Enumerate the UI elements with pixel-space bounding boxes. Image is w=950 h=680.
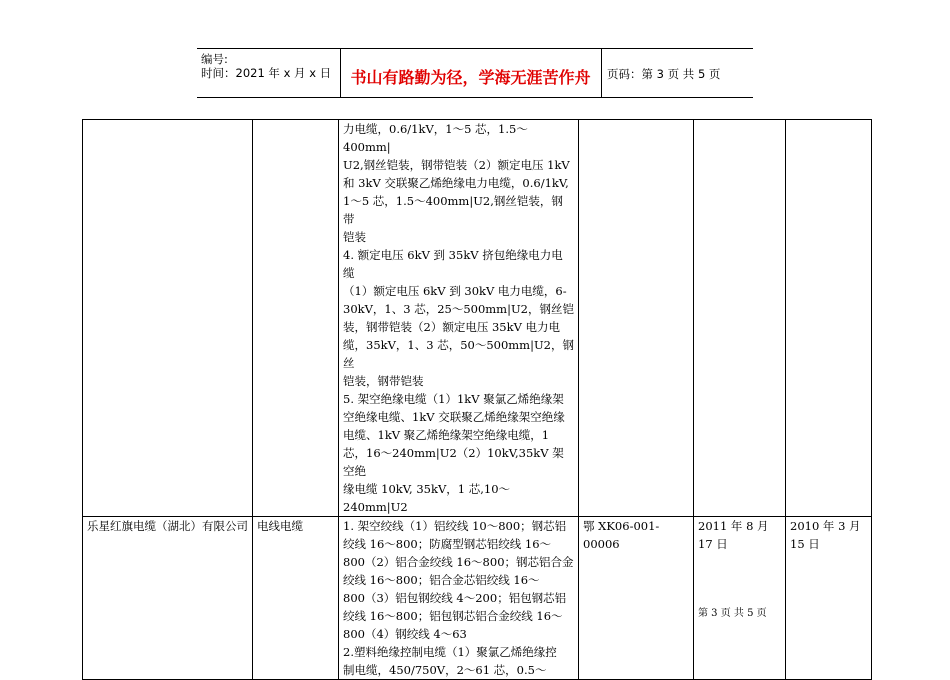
product-line: 铠装，钢带铠装 bbox=[343, 374, 424, 388]
product-line: 4. 额定电压 6kV 到 35kV 挤包绝缘电力电缆 bbox=[343, 248, 563, 280]
footer-page-number: 第 3 页 共 5 页 bbox=[698, 608, 767, 619]
product-line: 和 3kV 交联聚乙烯绝缘电力电缆，0.6/1kV, bbox=[343, 176, 569, 190]
valid-date-cell: 2010 年 3 月 15 日 bbox=[786, 517, 872, 680]
product-line: 1. 架空绞线（1）铝绞线 10～800；钢芯铝 bbox=[343, 519, 567, 533]
company-cell: 乐星红旗电缆（湖北）有限公司 bbox=[83, 517, 253, 680]
product-line: 800（3）铝包钢绞线 4～200；铝包钢芯铝 bbox=[343, 591, 567, 605]
table-row bbox=[83, 517, 872, 680]
issue-date-cell bbox=[694, 120, 786, 517]
license-table bbox=[82, 119, 872, 680]
products-cell bbox=[339, 517, 579, 680]
product-line: 装，钢带铠装（2）额定电压 35kV 电力电 bbox=[343, 320, 561, 334]
cert-cell: 鄂 XK06-001-00006 bbox=[579, 517, 694, 680]
header-motto: 书山有路勤为径，学海无涯苦作舟 bbox=[350, 68, 591, 87]
product-line: 缆，35kV，1、3 芯，50～500mm|U2，钢丝 bbox=[343, 338, 574, 370]
product-line: 绞线 16～800；铝合金芯铝绞线 16～ bbox=[343, 573, 540, 587]
header-page-number: 页码：第 3 页 共 5 页 bbox=[607, 67, 721, 81]
products-cell bbox=[339, 120, 579, 517]
category-cell bbox=[253, 120, 339, 517]
product-line: 30kV，1、3 芯，25～500mm|U2，钢丝铠 bbox=[343, 302, 574, 316]
product-line: 铠装 bbox=[343, 230, 366, 244]
product-line: 绞线 16～800；防腐型钢芯铝绞线 16～ bbox=[343, 537, 552, 551]
product-line: U2,钢丝铠装，钢带铠装（2）额定电压 1kV bbox=[343, 158, 570, 172]
product-line: 电缆、1kV 聚乙烯绝缘架空绝缘电缆，1 bbox=[343, 428, 550, 442]
header-divider bbox=[601, 49, 602, 97]
product-line: 1～5 芯，1.5～400mm|U2,钢丝铠装，钢带 bbox=[343, 194, 563, 226]
product-line: 2.塑料绝缘控制电缆（1）聚氯乙烯绝缘控 bbox=[343, 645, 557, 659]
product-line: 绞线 16～800；铝包钢芯铝合金绞线 16～ bbox=[343, 609, 563, 623]
product-line: 800（4）钢绞线 4～63 bbox=[343, 627, 467, 641]
product-line: 5. 架空绝缘电缆（1）1kV 聚氯乙烯绝缘架 bbox=[343, 392, 564, 406]
table-row bbox=[83, 120, 872, 517]
header-meta bbox=[201, 52, 339, 80]
product-line: 力电缆，0.6/1kV，1～5 芯，1.5～400mm| bbox=[343, 122, 528, 154]
issue-date-cell: 2011 年 8 月 17 日 bbox=[694, 517, 786, 680]
product-line: 800（2）铝合金绞线 16～800；钢芯铝合金 bbox=[343, 555, 574, 569]
product-line: 芯，16～240mm|U2（2）10kV,35kV 架空绝 bbox=[343, 446, 564, 478]
product-line: 制电缆，450/750V，2～61 芯，0.5～ bbox=[343, 663, 547, 677]
category-cell: 电线电缆 bbox=[253, 517, 339, 680]
page-header bbox=[197, 48, 753, 98]
valid-date-cell bbox=[786, 120, 872, 517]
company-cell bbox=[83, 120, 253, 517]
document-number-label: 编号: bbox=[201, 52, 228, 66]
cert-cell bbox=[579, 120, 694, 517]
document-time-label: 时间：2021 年 x 月 x 日 bbox=[201, 66, 332, 80]
product-line: 空绝缘电缆、1kV 交联聚乙烯绝缘架空绝缘 bbox=[343, 410, 565, 424]
product-line: （1）额定电压 6kV 到 30kV 电力电缆，6- bbox=[343, 284, 567, 298]
product-line: 缘电缆 10kV, 35kV，1 芯,10～240mm|U2 bbox=[343, 482, 511, 514]
